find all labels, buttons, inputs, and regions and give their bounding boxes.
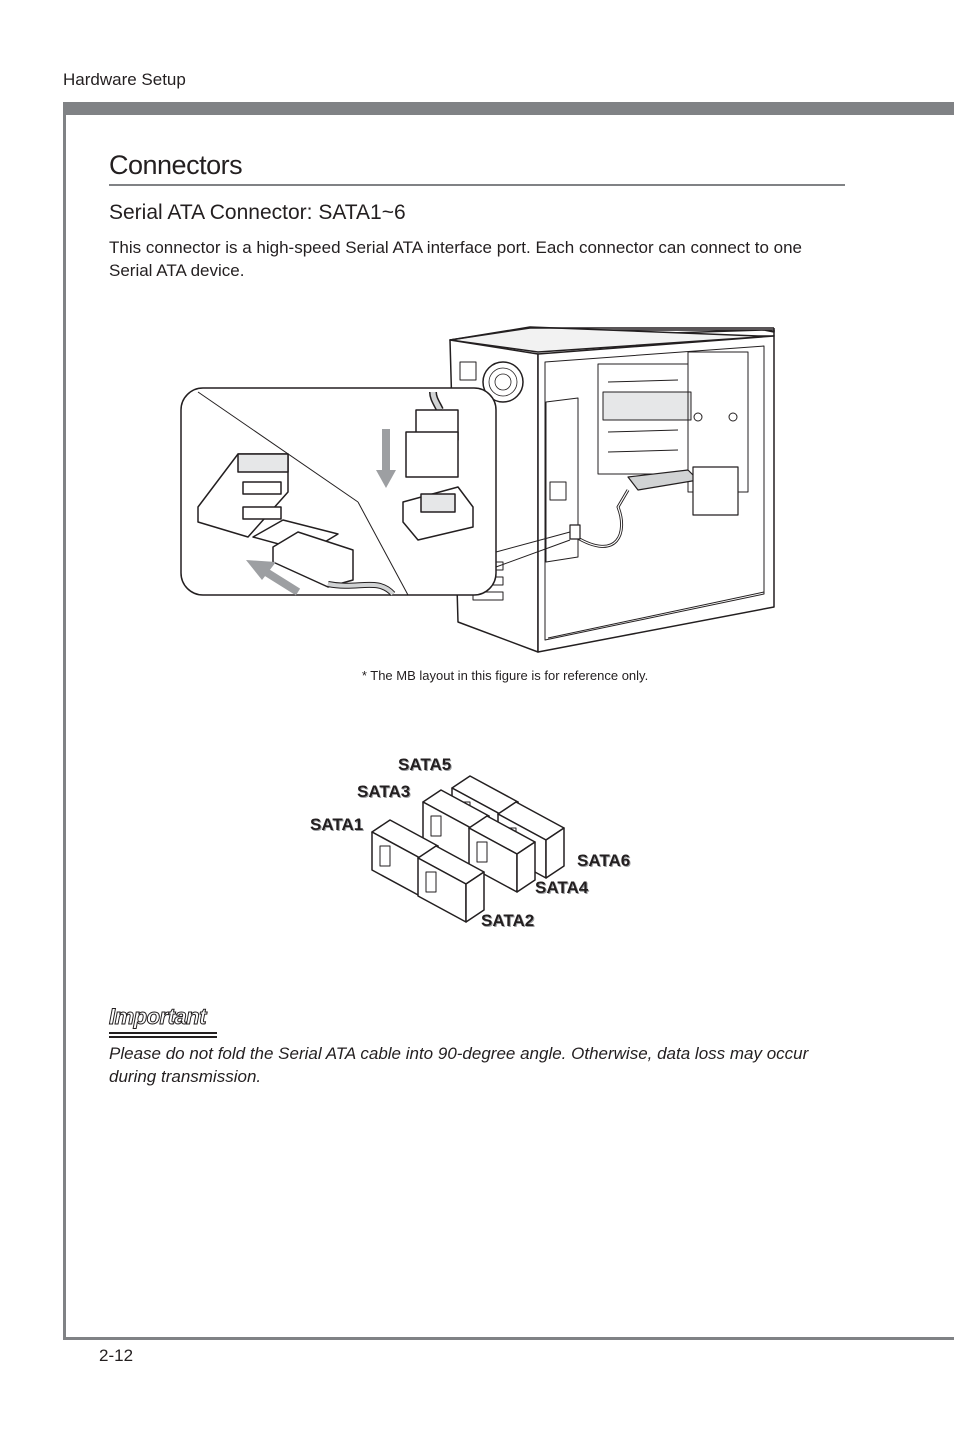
section-label: Hardware Setup xyxy=(63,70,186,89)
sata3-label: SATA3 xyxy=(357,782,411,801)
important-underline xyxy=(109,1032,217,1034)
computer-case xyxy=(450,327,774,652)
page-title: Connectors xyxy=(109,150,243,180)
case-installation-illustration xyxy=(178,322,782,662)
sata4-label: SATA4 xyxy=(535,878,589,897)
important-underline xyxy=(109,1036,217,1038)
section-heading: Serial ATA Connector: SATA1~6 xyxy=(109,201,406,224)
intro-paragraph: This connector is a high-speed Serial ATA interface port. Each connector can connect to one Serial ATA device. xyxy=(109,238,802,280)
bottom-rule xyxy=(63,1337,954,1340)
title-underline xyxy=(109,184,845,186)
sata-connector-diagram xyxy=(300,750,660,940)
important-note: Please do not fold the Serial ATA cable into 90-degree angle. Otherwise, data loss may occur during transmission. xyxy=(109,1044,809,1086)
sata2-label: SATA2 xyxy=(481,911,535,930)
top-bar xyxy=(63,102,954,115)
figure-note: * The MB layout in this figure is for reference only. xyxy=(361,668,649,683)
important-title: Important xyxy=(109,1004,206,1029)
left-rule xyxy=(63,102,66,1340)
page-number: 2-12 xyxy=(99,1346,134,1365)
sata1-label: SATA1 xyxy=(310,815,364,834)
sata5-label: SATA5 xyxy=(398,755,452,774)
sata6-label: SATA6 xyxy=(577,851,631,870)
